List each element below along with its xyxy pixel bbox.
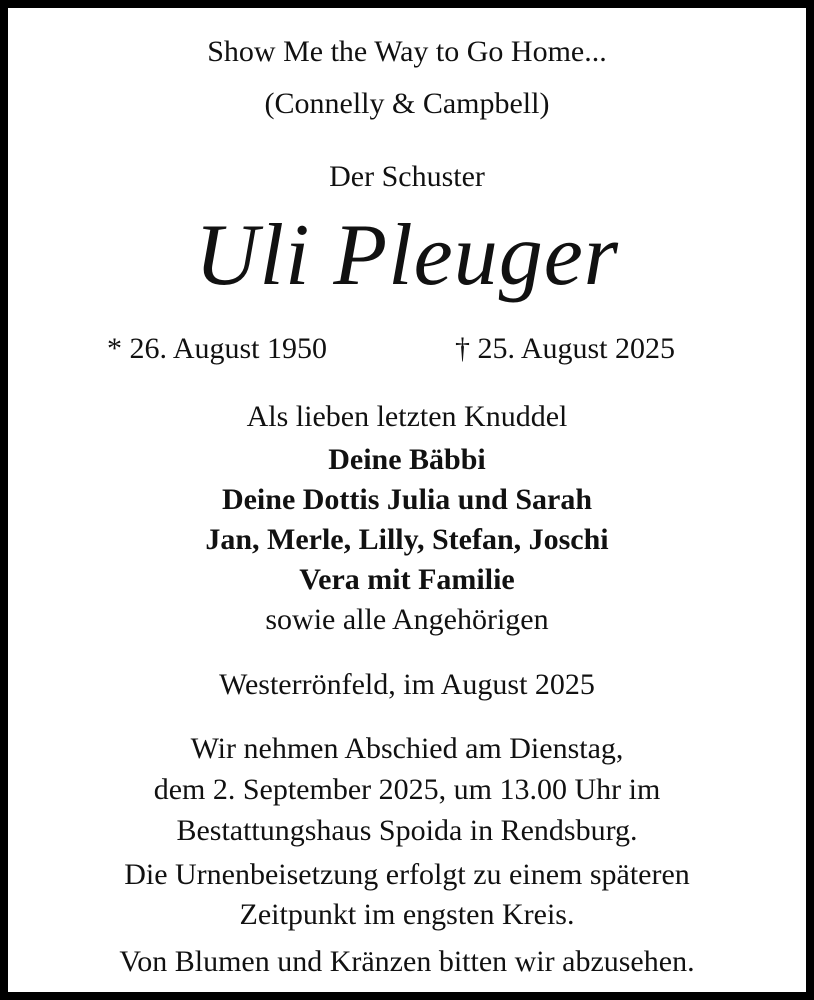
epigraph-quote: Show Me the Way to Go Home...: [207, 35, 607, 68]
mourners-outro: sowie alle Angehörigen: [265, 603, 549, 636]
mourners-intro: Als lieben letzten Knuddel: [246, 400, 568, 433]
flowers-note: Von Blumen und Kränzen bitten wir abzusehen.: [119, 945, 695, 978]
mourner-line: Deine Bäbbi: [328, 443, 486, 476]
birth-date: * 26. August 1950: [107, 332, 328, 365]
mourner-line: Jan, Merle, Lilly, Stefan, Joschi: [205, 523, 609, 556]
deceased-name: Uli Pleuger: [194, 207, 619, 304]
mourner-line: Vera mit Familie: [299, 563, 515, 596]
farewell-line: Bestattungshaus Spoida in Rendsburg.: [176, 814, 638, 847]
mourner-line: Deine Dottis Julia und Sarah: [221, 483, 593, 516]
epigraph-attribution: (Connelly & Campbell): [264, 87, 550, 120]
deceased-descriptor: Der Schuster: [329, 160, 485, 193]
burial-line: Zeitpunkt im engsten Kreis.: [239, 898, 575, 931]
death-date: † 25. August 2025: [455, 332, 676, 365]
farewell-line: dem 2. September 2025, um 13.00 Uhr im: [153, 773, 661, 806]
farewell-line: Wir nehmen Abschied am Dienstag,: [190, 732, 624, 765]
burial-line: Die Urnenbeisetzung erfolgt zu einem späteren: [124, 858, 690, 891]
place-date: Westerrönfeld, im August 2025: [219, 668, 595, 701]
